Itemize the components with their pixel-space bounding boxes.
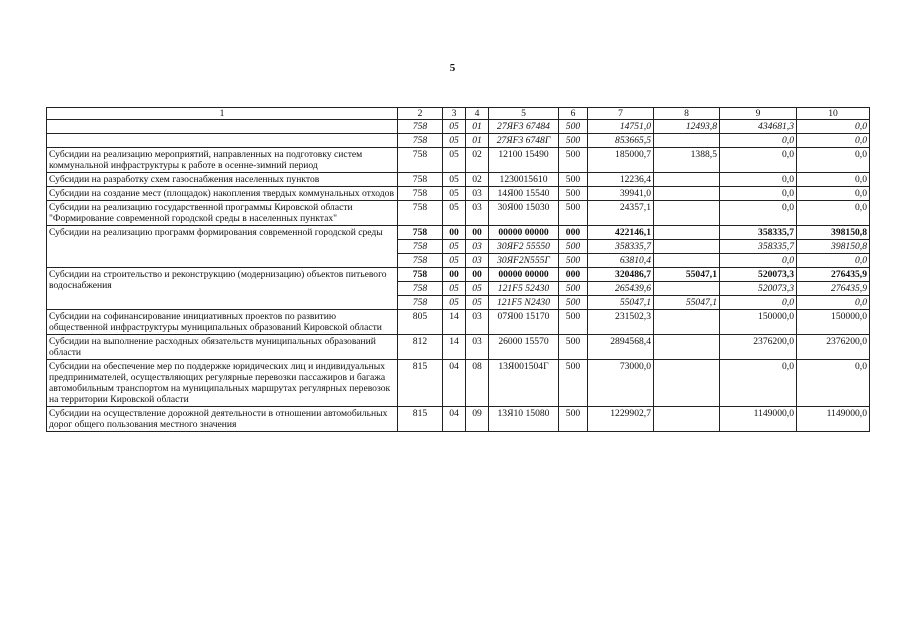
page-number: 5: [449, 62, 456, 74]
table-cell: 500: [559, 120, 588, 134]
column-number-row: [47, 108, 870, 120]
table-cell: 30ЯF2N555Г: [489, 254, 559, 268]
table-cell: [654, 254, 720, 268]
table-row: [47, 407, 870, 432]
table-cell: 14Я00 15540: [489, 187, 559, 201]
table-cell: 358335,7: [720, 240, 797, 254]
table-cell: 500: [559, 296, 588, 310]
table-cell: 00: [466, 268, 489, 282]
table-cell: 0,0: [720, 254, 797, 268]
table-cell: 121F5 N2430: [489, 296, 559, 310]
table-cell: 00000 00000: [489, 226, 559, 240]
table-cell: 63810,4: [588, 254, 654, 268]
table-cell: 758: [398, 187, 443, 201]
table-cell: 815: [398, 407, 443, 432]
table-cell: 30ЯF2 55550: [489, 240, 559, 254]
row-name: Субсидии на осуществление дорожной деятельности в отношении автомобильных дорог общего пользования местного значения: [47, 407, 398, 432]
table-cell: 150000,0: [797, 310, 870, 335]
table-cell: 500: [559, 360, 588, 407]
table-cell: 758: [398, 173, 443, 187]
table-cell: 398150,8: [797, 226, 870, 240]
table-cell: 1149000,0: [797, 407, 870, 432]
table-cell: 231502,3: [588, 310, 654, 335]
table-cell: 0,0: [797, 254, 870, 268]
row-name: Субсидии на реализацию мероприятий, направленных на подготовку систем коммунальной инфраструктуры к работе в осенне-зимний период: [47, 148, 398, 173]
table-cell: 150000,0: [720, 310, 797, 335]
table-cell: 500: [559, 134, 588, 148]
table-cell: 04: [443, 360, 466, 407]
table-cell: 05: [443, 134, 466, 148]
table-cell: 1388,5: [654, 148, 720, 173]
table-cell: 500: [559, 282, 588, 296]
table-cell: 500: [559, 148, 588, 173]
column-number: 9: [720, 108, 797, 120]
table-cell: 04: [443, 407, 466, 432]
column-number: 4: [466, 108, 489, 120]
table-cell: 0,0: [720, 201, 797, 226]
table-cell: [654, 173, 720, 187]
table-cell: 2376200,0: [797, 335, 870, 360]
table-cell: 05: [443, 282, 466, 296]
table-cell: 758: [398, 201, 443, 226]
table-cell: 00: [443, 226, 466, 240]
row-name: Субсидии на создание мест (площадок) накопления твердых коммунальных отходов: [47, 187, 398, 201]
table-cell: 805: [398, 310, 443, 335]
table-cell: 14: [443, 310, 466, 335]
table-cell: 07Я00 15170: [489, 310, 559, 335]
table-cell: 358335,7: [588, 240, 654, 254]
table-cell: 276435,9: [797, 282, 870, 296]
table-row: [47, 173, 870, 187]
table-cell: 05: [466, 296, 489, 310]
table-cell: 2894568,4: [588, 335, 654, 360]
table-cell: 0,0: [797, 296, 870, 310]
table-cell: 758: [398, 134, 443, 148]
table-cell: 0,0: [797, 120, 870, 134]
table-cell: 00: [443, 268, 466, 282]
table-cell: [654, 201, 720, 226]
table-row: [47, 335, 870, 360]
row-name: Субсидии на обеспечение мер по поддержке юридических лиц и индивидуальных предпринимателей, осуществляющих регулярные перевозки пассажиров и багажа автомобильным транспортом на муниципальных маршрутах регулярных перевозок на территории Кировской области: [47, 360, 398, 407]
table-cell: 0,0: [797, 187, 870, 201]
table-cell: 55047,1: [654, 268, 720, 282]
table-cell: 853665,5: [588, 134, 654, 148]
row-name: Субсидии на реализацию государственной программы Кировской области "Формирование современной городской среды в населенных пунктах": [47, 201, 398, 226]
table-cell: 03: [466, 201, 489, 226]
table-cell: 121F5 52430: [489, 282, 559, 296]
table-cell: 0,0: [720, 134, 797, 148]
table-cell: 1230015610: [489, 173, 559, 187]
table-row: [47, 148, 870, 173]
table-cell: 520073,3: [720, 282, 797, 296]
table-cell: 320486,7: [588, 268, 654, 282]
table-cell: 02: [466, 148, 489, 173]
table-cell: 24357,1: [588, 201, 654, 226]
table-cell: [654, 335, 720, 360]
table-cell: 05: [443, 201, 466, 226]
table-cell: 815: [398, 360, 443, 407]
table-cell: 01: [466, 134, 489, 148]
table-cell: 13Я001504Г: [489, 360, 559, 407]
table-cell: 185000,7: [588, 148, 654, 173]
table-cell: 05: [443, 187, 466, 201]
table-cell: 08: [466, 360, 489, 407]
table-cell: 55047,1: [654, 296, 720, 310]
table-cell: 434681,3: [720, 120, 797, 134]
table-cell: 500: [559, 254, 588, 268]
table-cell: [654, 134, 720, 148]
table-cell: 500: [559, 335, 588, 360]
table-cell: 05: [443, 148, 466, 173]
row-name: Субсидии на реализацию программ формирования современной городской среды: [47, 226, 398, 268]
table-cell: 73000,0: [588, 360, 654, 407]
row-name: Субсидии на выполнение расходных обязательств муниципальных образований области: [47, 335, 398, 360]
table-cell: 0,0: [720, 187, 797, 201]
table-cell: 265439,6: [588, 282, 654, 296]
table-cell: 500: [559, 240, 588, 254]
table-cell: 13Я10 15080: [489, 407, 559, 432]
table-cell: 2376200,0: [720, 335, 797, 360]
table-cell: 09: [466, 407, 489, 432]
table-cell: 000: [559, 268, 588, 282]
table-cell: [654, 360, 720, 407]
table-cell: 758: [398, 282, 443, 296]
table-cell: 0,0: [797, 134, 870, 148]
table-cell: 12100 15490: [489, 148, 559, 173]
table-cell: 0,0: [797, 148, 870, 173]
table-cell: 05: [443, 173, 466, 187]
table-cell: 758: [398, 254, 443, 268]
table-cell: 05: [443, 254, 466, 268]
table-cell: 758: [398, 148, 443, 173]
table-cell: 05: [443, 296, 466, 310]
table-row: [47, 226, 870, 240]
table-cell: 500: [559, 407, 588, 432]
row-name: Субсидии на разработку схем газоснабжения населенных пунктов: [47, 173, 398, 187]
table-row: [47, 360, 870, 407]
table-cell: 500: [559, 173, 588, 187]
table-row: [47, 268, 870, 282]
table-cell: 758: [398, 296, 443, 310]
row-name: Субсидии на софинансирование инициативных проектов по развитию общественной инфраструктуры муниципальных образований Кировской области: [47, 310, 398, 335]
table-cell: 12493,8: [654, 120, 720, 134]
row-name: Субсидии на строительство и реконструкцию (модернизацию) объектов питьевого водоснабжения: [47, 268, 398, 310]
table-cell: 26000 15570: [489, 335, 559, 360]
table-cell: 758: [398, 240, 443, 254]
table-cell: 812: [398, 335, 443, 360]
column-number: 10: [797, 108, 870, 120]
table-cell: 0,0: [797, 201, 870, 226]
table-cell: 276435,9: [797, 268, 870, 282]
table-row: [47, 201, 870, 226]
table-row: [47, 134, 870, 148]
table-cell: 758: [398, 120, 443, 134]
table-cell: 39941,0: [588, 187, 654, 201]
table-cell: 758: [398, 226, 443, 240]
table-cell: 398150,8: [797, 240, 870, 254]
table-row: [47, 310, 870, 335]
table-cell: 422146,1: [588, 226, 654, 240]
table-cell: 03: [466, 310, 489, 335]
table-cell: 358335,7: [720, 226, 797, 240]
row-name: [47, 134, 398, 148]
table-cell: 520073,3: [720, 268, 797, 282]
column-number: 2: [398, 108, 443, 120]
table-cell: 0,0: [797, 173, 870, 187]
table-cell: [654, 240, 720, 254]
table-cell: 03: [466, 187, 489, 201]
table-cell: [654, 187, 720, 201]
table-cell: 02: [466, 173, 489, 187]
table-cell: [654, 226, 720, 240]
table-row: [47, 187, 870, 201]
table-cell: 03: [466, 335, 489, 360]
column-number: 6: [559, 108, 588, 120]
table-cell: 01: [466, 120, 489, 134]
table-cell: 03: [466, 240, 489, 254]
column-number: 7: [588, 108, 654, 120]
column-number: 3: [443, 108, 466, 120]
table-cell: 500: [559, 310, 588, 335]
table-cell: 14751,0: [588, 120, 654, 134]
table-cell: 0,0: [720, 173, 797, 187]
row-name: [47, 120, 398, 134]
table-row: [47, 120, 870, 134]
table-cell: 27ЯF3 6748Г: [489, 134, 559, 148]
table-cell: 500: [559, 201, 588, 226]
table-cell: 55047,1: [588, 296, 654, 310]
table-cell: 0,0: [720, 360, 797, 407]
table-cell: [654, 407, 720, 432]
table-cell: 05: [443, 120, 466, 134]
table-cell: [654, 282, 720, 296]
table-cell: 0,0: [720, 148, 797, 173]
table-cell: [654, 310, 720, 335]
table-cell: 27ЯF3 67484: [489, 120, 559, 134]
table-cell: 03: [466, 254, 489, 268]
table-cell: 00000 00000: [489, 268, 559, 282]
column-number: 1: [47, 108, 398, 120]
table-cell: 14: [443, 335, 466, 360]
table-cell: 30Я00 15030: [489, 201, 559, 226]
budget-table: [46, 107, 870, 432]
table-cell: 000: [559, 226, 588, 240]
table-cell: 05: [443, 240, 466, 254]
table-cell: 12236,4: [588, 173, 654, 187]
table-cell: 1149000,0: [720, 407, 797, 432]
table-cell: 758: [398, 268, 443, 282]
table-cell: 500: [559, 187, 588, 201]
table-cell: 05: [466, 282, 489, 296]
table-cell: 1229902,7: [588, 407, 654, 432]
column-number: 8: [654, 108, 720, 120]
table-cell: 0,0: [797, 360, 870, 407]
table-cell: 0,0: [720, 296, 797, 310]
column-number: 5: [489, 108, 559, 120]
table-cell: 00: [466, 226, 489, 240]
